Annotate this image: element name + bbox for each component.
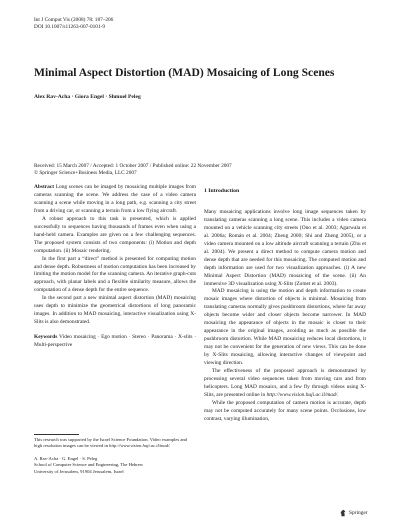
funding-note: This research was supported by the Israel Science Foundation. Video examples and high resolution images can be viewed in http://www.vision.huji.ac.il/mad/. — [34, 437, 187, 449]
abstract-p2: A robust approach to this task is presented, which is applied successfully to sequences having thousands of frames even when using a hand-held camera. Examples are given on a few challenging sequences. The proposed system consists of two components: (i) Motion and depth computation. (ii) Mosaic rendering. — [34, 215, 196, 254]
mad-link[interactable]: http://www.vision.huji.ac.il/mad/. — [266, 391, 339, 398]
affiliation-line-2: University of Jerusalem, 91904 Jerusalem, Israel — [34, 468, 124, 474]
intro-p4: While the proposed computation of camera motion is accurate, depth may not be computed accurately for many scene points. Occlusions, low contrast, varying illumination, — [204, 399, 366, 422]
publication-dates — [34, 163, 232, 177]
intro-p2: MAD mosaicing is using the motion and depth information to create mosaic images where distortion of objects is minimal. Mosaicing from translating cameras normally gives pushbroom distortions, where far away objects become wider and closer objects become narrower. In MAD mosaicing the appearance of objects in the mosaic is closer to their appearance in the original images, avoiding as much as possible the pushbroom distortion. While MAD mosaicing reduces local distortions, it may not be convenient for the generation of new views. This can be done by X-Slits mosaicing, allowing interactive changes of viewpoint and viewing direction. — [204, 288, 366, 367]
abstract-p3: In the first part a “direct” method is presented for computing motion and dense depth. Robustness of motion computation has been increased by limiting the motion model for the scanning camera. An iterative graph-cuts approach, with planar labels and a flexible similarity measure, allows the computation of a dense depth for the entire sequence. — [34, 255, 196, 294]
abstract-column — [34, 184, 196, 350]
abstract-p4: In the second part a new minimal aspect distortion (MAD) mosaicing uses depth to minimize the geometrical distortions of long panoramic images. In addition to MAD mosaicing, interactive visualization using X-Slits is also demonstrated. — [34, 295, 196, 326]
intro-p3: The effectiveness of the proposed approach is demonstrated by processing several video sequences taken from moving cars and from helicopters. Long MAD mosaics, and a few fly through videos using X-Slits, are presented online in http://www.vision.huji.ac.il/mad/. — [204, 368, 366, 398]
received-dates: Received: 15 March 2007 / Accepted: 1 October 2007 / Published online: 22 November 2007 — [34, 163, 232, 169]
abstract-text-1: Long scenes can be imaged by mosaicing multiple images from cameras scanning the scene. We address the case of a video camera scanning a scene while moving in a long path, e.g. scanning a city street from a driving car, or scanning a terrain from a low flying aircraft. — [34, 184, 196, 214]
keywords-label: Keywords — [34, 334, 58, 341]
author-names-note: A. Rav-Acha · G. Engel · S. Peleg — [34, 455, 98, 461]
intro-p1: Many mosaicing applications involve long image sequences taken by translating cameras scanning a long scene. This includes a video camera mounted on a vehicle scanning city streets (Ono et al. 2003; Agarwala et al. 2006a; Román et al. 2004; Zheng 2000; Shi and Zheng 2005), or a video camera mounted on a low altitude aircraft scanning a terrain (Zhu et al. 2004). We present a direct method to compute camera motion and dense depth that are needed for this mosaicing. The computed motion and depth information are used for two visualization approaches. (i) A new Minimal Aspect Distortion (MAD) mosaicing of the scene. (ii) An immersive 3D visualization using X-Slits (Zomet et al. 2003). — [204, 208, 366, 287]
springer-knight-icon — [339, 509, 347, 517]
affiliation-line-1: School of Computer Science and Engineering, The Hebrew — [34, 462, 144, 468]
keywords — [34, 334, 196, 350]
keywords-text: Video mosaicing · Ego motion · Stereo · Panorama · X-slits · Multi-perspective — [34, 334, 196, 349]
journal-header — [34, 17, 113, 31]
footnotes — [34, 437, 196, 475]
abstract-p1 — [34, 184, 196, 216]
publisher-name: Springer — [349, 510, 368, 516]
doi: DOI 10.1007/s11263-007-0101-9 — [34, 24, 106, 30]
supplement-link[interactable]: http://www.vision.huji.ac.il/mad/. — [109, 443, 171, 449]
journal-citation: Int J Comput Vis (2008) 78: 187–206 — [34, 17, 114, 23]
footnote-rule — [34, 434, 79, 435]
introduction-column — [204, 184, 366, 424]
authors: Alex Rav-Acha · Giora Engel · Shmuel Peleg — [34, 94, 141, 100]
copyright: © Springer Science+Business Media, LLC 2007 — [34, 170, 137, 176]
paper-title: Minimal Aspect Distortion (MAD) Mosaicing of Long Scenes — [34, 66, 335, 79]
publisher-logo — [339, 509, 368, 517]
abstract-label: Abstract — [34, 184, 55, 190]
section-heading: 1 Introduction — [204, 188, 240, 194]
